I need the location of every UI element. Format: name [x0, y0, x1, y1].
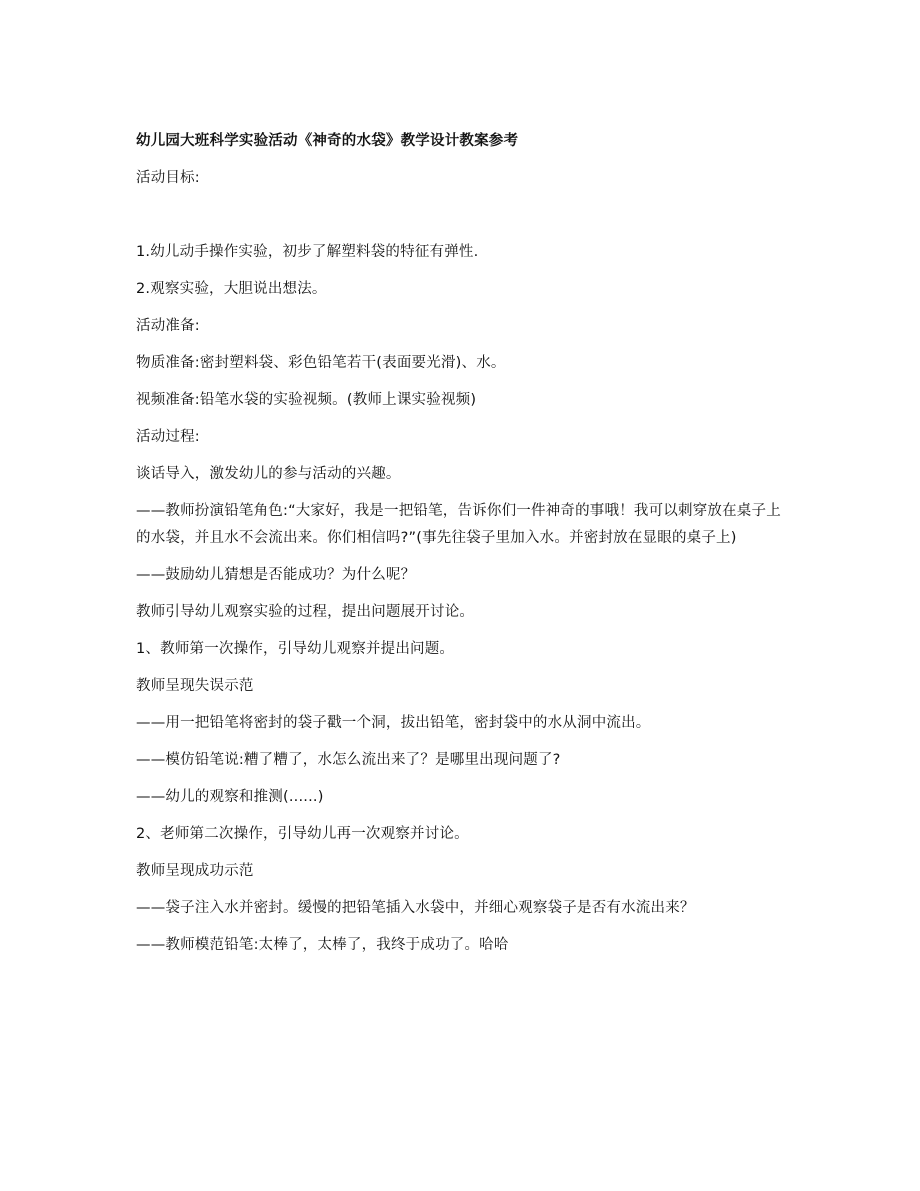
teacher-role-play: ——教师扮演铅笔角色:“大家好，我是一把铅笔，告诉你们一件神奇的事哦！我可以刺穿放在桌子上的水袋，并且水不会流出来。你们相信吗?”(事先往袋子里加入水。并密封放在显眼的桌子上) — [136, 503, 781, 546]
success-demo-heading: 教师呈现成功示范 — [136, 863, 254, 879]
document-page — [136, 128, 786, 969]
process-intro: 谈话导入，激发幼儿的参与活动的兴趣。 — [136, 466, 401, 482]
first-operation: 1、教师第一次操作，引导幼儿观察并提出问题。 — [136, 641, 455, 657]
heading-activity-goals: 活动目标: — [136, 170, 200, 186]
second-operation: 2、老师第二次操作，引导幼儿再一次观察并讨论。 — [136, 826, 469, 842]
success-demo-step: ——袋子注入水并密封。缓慢的把铅笔插入水袋中，并细心观察袋子是否有水流出来？ — [136, 900, 695, 916]
heading-activity-preparation: 活动准备: — [136, 318, 200, 334]
material-preparation: 物质准备:密封塑料袋、彩色铅笔若干(表面要光滑)、水。 — [136, 355, 506, 371]
teacher-model-pencil: ——教师模范铅笔:太棒了，太棒了，我终于成功了。哈哈 — [136, 937, 509, 953]
guide-observation: 教师引导幼儿观察实验的过程，提出问题展开讨论。 — [136, 604, 475, 620]
encourage-guess: ——鼓励幼儿猜想是否能成功？为什么呢？ — [136, 567, 416, 583]
document-title: 幼儿园大班科学实验活动《神奇的水袋》教学设计教案参考 — [136, 133, 519, 149]
imitate-pencil: ——模仿铅笔说:糟了糟了，水怎么流出来了？是哪里出现问题了? — [136, 752, 561, 768]
goal-item-1: 1.幼儿动手操作实验，初步了解塑料袋的特征有弹性. — [136, 244, 479, 260]
blank-line — [136, 202, 786, 239]
video-preparation: 视频准备:铅笔水袋的实验视频。(教师上课实验视频) — [136, 392, 477, 408]
failure-demo-heading: 教师呈现失误示范 — [136, 678, 254, 694]
heading-activity-process: 活动过程: — [136, 429, 200, 445]
failure-demo-step: ——用一把铅笔将密封的袋子戳一个洞，拔出铅笔，密封袋中的水从洞中流出。 — [136, 715, 651, 731]
children-observe: ——幼儿的观察和推测(......) — [136, 789, 324, 805]
goal-item-2: 2.观察实验，大胆说出想法。 — [136, 281, 327, 297]
